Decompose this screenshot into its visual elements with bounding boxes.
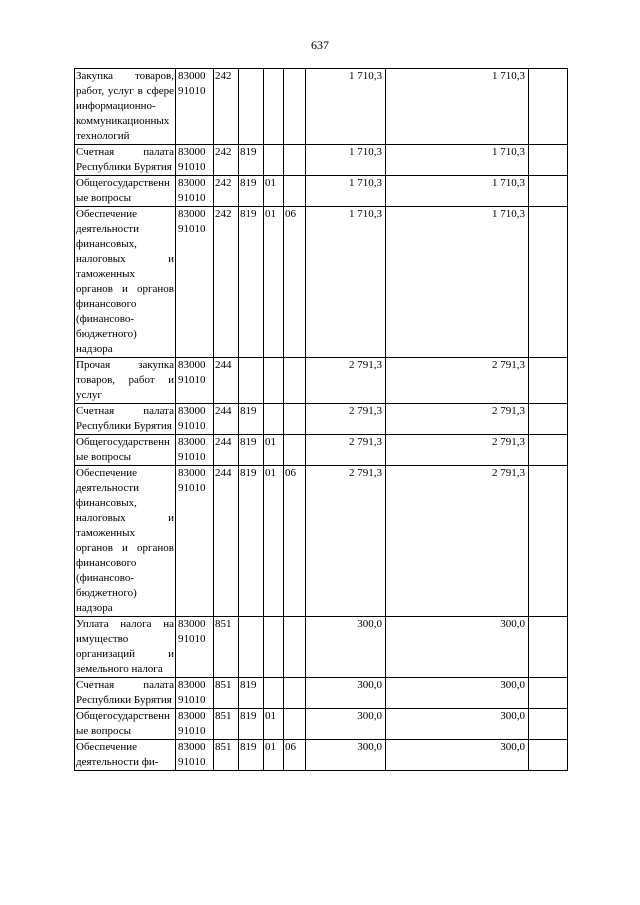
row-department-cell: 819 (239, 176, 264, 207)
row-empty-cell (529, 435, 568, 466)
row-name-cell: Обеспечение деятельности финансовых, налоговых и таможенных органов и органов финансового (финансово-бюджетного) надзора (75, 207, 176, 358)
row-section-cell: 01 (264, 207, 284, 358)
row-expense-type-cell: 242 (214, 69, 239, 145)
row-empty-cell (529, 358, 568, 404)
row-department-cell: 819 (239, 435, 264, 466)
row-target-article-cell: 83000 91010 (176, 617, 214, 678)
row-section-cell (264, 358, 284, 404)
row-amount-cell: 1 710,3 (306, 145, 386, 176)
row-empty-cell (529, 207, 568, 358)
row-amount-cell: 300,0 (306, 617, 386, 678)
row-section-cell: 01 (264, 435, 284, 466)
table-row (75, 617, 568, 678)
row-subsection-cell (284, 709, 306, 740)
row-department-cell: 819 (239, 145, 264, 176)
row-name-cell: Обеспечение деятельности финансовых, налоговых и таможенных органов и органов финансового (финансово-бюджетного) надзора (75, 466, 176, 617)
row-expense-type-cell: 851 (214, 617, 239, 678)
budget-table (74, 68, 568, 771)
row-name-cell: Уплата налога на имущество организаций и земельного налога (75, 617, 176, 678)
row-expense-type-cell: 242 (214, 176, 239, 207)
row-section-cell (264, 145, 284, 176)
row-department-cell: 819 (239, 709, 264, 740)
row-section-cell: 01 (264, 709, 284, 740)
row-amount-next-cell: 300,0 (386, 678, 529, 709)
row-empty-cell (529, 404, 568, 435)
row-subsection-cell (284, 678, 306, 709)
table-row (75, 740, 568, 771)
row-subsection-cell (284, 617, 306, 678)
row-amount-cell: 300,0 (306, 740, 386, 771)
page-number: 637 (311, 38, 329, 52)
row-subsection-cell (284, 404, 306, 435)
row-subsection-cell (284, 435, 306, 466)
table-row (75, 709, 568, 740)
row-subsection-cell (284, 176, 306, 207)
row-department-cell: 819 (239, 466, 264, 617)
row-section-cell (264, 678, 284, 709)
row-empty-cell (529, 69, 568, 145)
row-section-cell (264, 69, 284, 145)
row-amount-cell: 2 791,3 (306, 404, 386, 435)
row-name-cell: Общегосударственные вопросы (75, 176, 176, 207)
row-empty-cell (529, 617, 568, 678)
row-amount-cell: 1 710,3 (306, 207, 386, 358)
row-subsection-cell (284, 358, 306, 404)
table-row (75, 678, 568, 709)
row-expense-type-cell: 851 (214, 678, 239, 709)
row-empty-cell (529, 176, 568, 207)
row-section-cell (264, 617, 284, 678)
row-name-cell: Общегосударственные вопросы (75, 709, 176, 740)
row-subsection-cell: 06 (284, 740, 306, 771)
row-name-cell: Обеспечение деятельности фи- (75, 740, 176, 771)
row-expense-type-cell: 244 (214, 404, 239, 435)
table-row (75, 358, 568, 404)
row-amount-cell: 2 791,3 (306, 435, 386, 466)
row-amount-next-cell: 2 791,3 (386, 404, 529, 435)
row-empty-cell (529, 466, 568, 617)
row-target-article-cell: 83000 91010 (176, 435, 214, 466)
row-expense-type-cell: 851 (214, 740, 239, 771)
row-target-article-cell: 83000 91010 (176, 404, 214, 435)
row-name-cell: Счетная палата Республики Бурятия (75, 404, 176, 435)
table-row (75, 404, 568, 435)
row-expense-type-cell: 244 (214, 358, 239, 404)
row-amount-cell: 300,0 (306, 709, 386, 740)
row-target-article-cell: 83000 91010 (176, 176, 214, 207)
table-row (75, 176, 568, 207)
row-amount-cell: 1 710,3 (306, 176, 386, 207)
row-target-article-cell: 83000 91010 (176, 740, 214, 771)
row-department-cell (239, 69, 264, 145)
row-amount-next-cell: 1 710,3 (386, 207, 529, 358)
row-name-cell: Общегосударственные вопросы (75, 435, 176, 466)
table-row (75, 145, 568, 176)
table-row (75, 69, 568, 145)
row-expense-type-cell: 242 (214, 207, 239, 358)
row-amount-next-cell: 2 791,3 (386, 466, 529, 617)
row-name-cell: Счетная палата Республики Бурятия (75, 145, 176, 176)
row-section-cell: 01 (264, 466, 284, 617)
row-amount-next-cell: 2 791,3 (386, 435, 529, 466)
row-amount-next-cell: 300,0 (386, 709, 529, 740)
row-target-article-cell: 83000 91010 (176, 678, 214, 709)
row-name-cell: Счетная палата Республики Бурятия (75, 678, 176, 709)
row-department-cell: 819 (239, 404, 264, 435)
row-amount-next-cell: 1 710,3 (386, 176, 529, 207)
row-department-cell: 819 (239, 207, 264, 358)
row-expense-type-cell: 244 (214, 435, 239, 466)
row-name-cell: Прочая закупка товаров, работ и услуг (75, 358, 176, 404)
row-amount-cell: 1 710,3 (306, 69, 386, 145)
row-amount-next-cell: 1 710,3 (386, 145, 529, 176)
row-amount-cell: 2 791,3 (306, 466, 386, 617)
table-row (75, 207, 568, 358)
row-name-cell: Закупка товаров, работ, услуг в сфере информационно-коммуникационных технологий (75, 69, 176, 145)
row-empty-cell (529, 145, 568, 176)
row-empty-cell (529, 740, 568, 771)
row-target-article-cell: 83000 91010 (176, 207, 214, 358)
row-target-article-cell: 83000 91010 (176, 358, 214, 404)
row-target-article-cell: 83000 91010 (176, 709, 214, 740)
row-section-cell (264, 404, 284, 435)
row-department-cell: 819 (239, 740, 264, 771)
table-row (75, 466, 568, 617)
row-subsection-cell (284, 145, 306, 176)
row-expense-type-cell: 851 (214, 709, 239, 740)
row-subsection-cell: 06 (284, 466, 306, 617)
table-row (75, 435, 568, 466)
row-section-cell: 01 (264, 740, 284, 771)
row-expense-type-cell: 242 (214, 145, 239, 176)
row-department-cell (239, 358, 264, 404)
row-amount-next-cell: 300,0 (386, 740, 529, 771)
row-amount-cell: 300,0 (306, 678, 386, 709)
row-expense-type-cell: 244 (214, 466, 239, 617)
row-empty-cell (529, 709, 568, 740)
row-subsection-cell (284, 69, 306, 145)
row-empty-cell (529, 678, 568, 709)
row-department-cell (239, 617, 264, 678)
row-subsection-cell: 06 (284, 207, 306, 358)
row-amount-cell: 2 791,3 (306, 358, 386, 404)
row-department-cell: 819 (239, 678, 264, 709)
row-target-article-cell: 83000 91010 (176, 466, 214, 617)
row-amount-next-cell: 1 710,3 (386, 69, 529, 145)
row-target-article-cell: 83000 91010 (176, 145, 214, 176)
row-target-article-cell: 83000 91010 (176, 69, 214, 145)
row-amount-next-cell: 2 791,3 (386, 358, 529, 404)
row-amount-next-cell: 300,0 (386, 617, 529, 678)
table-body (75, 69, 568, 771)
row-section-cell: 01 (264, 176, 284, 207)
